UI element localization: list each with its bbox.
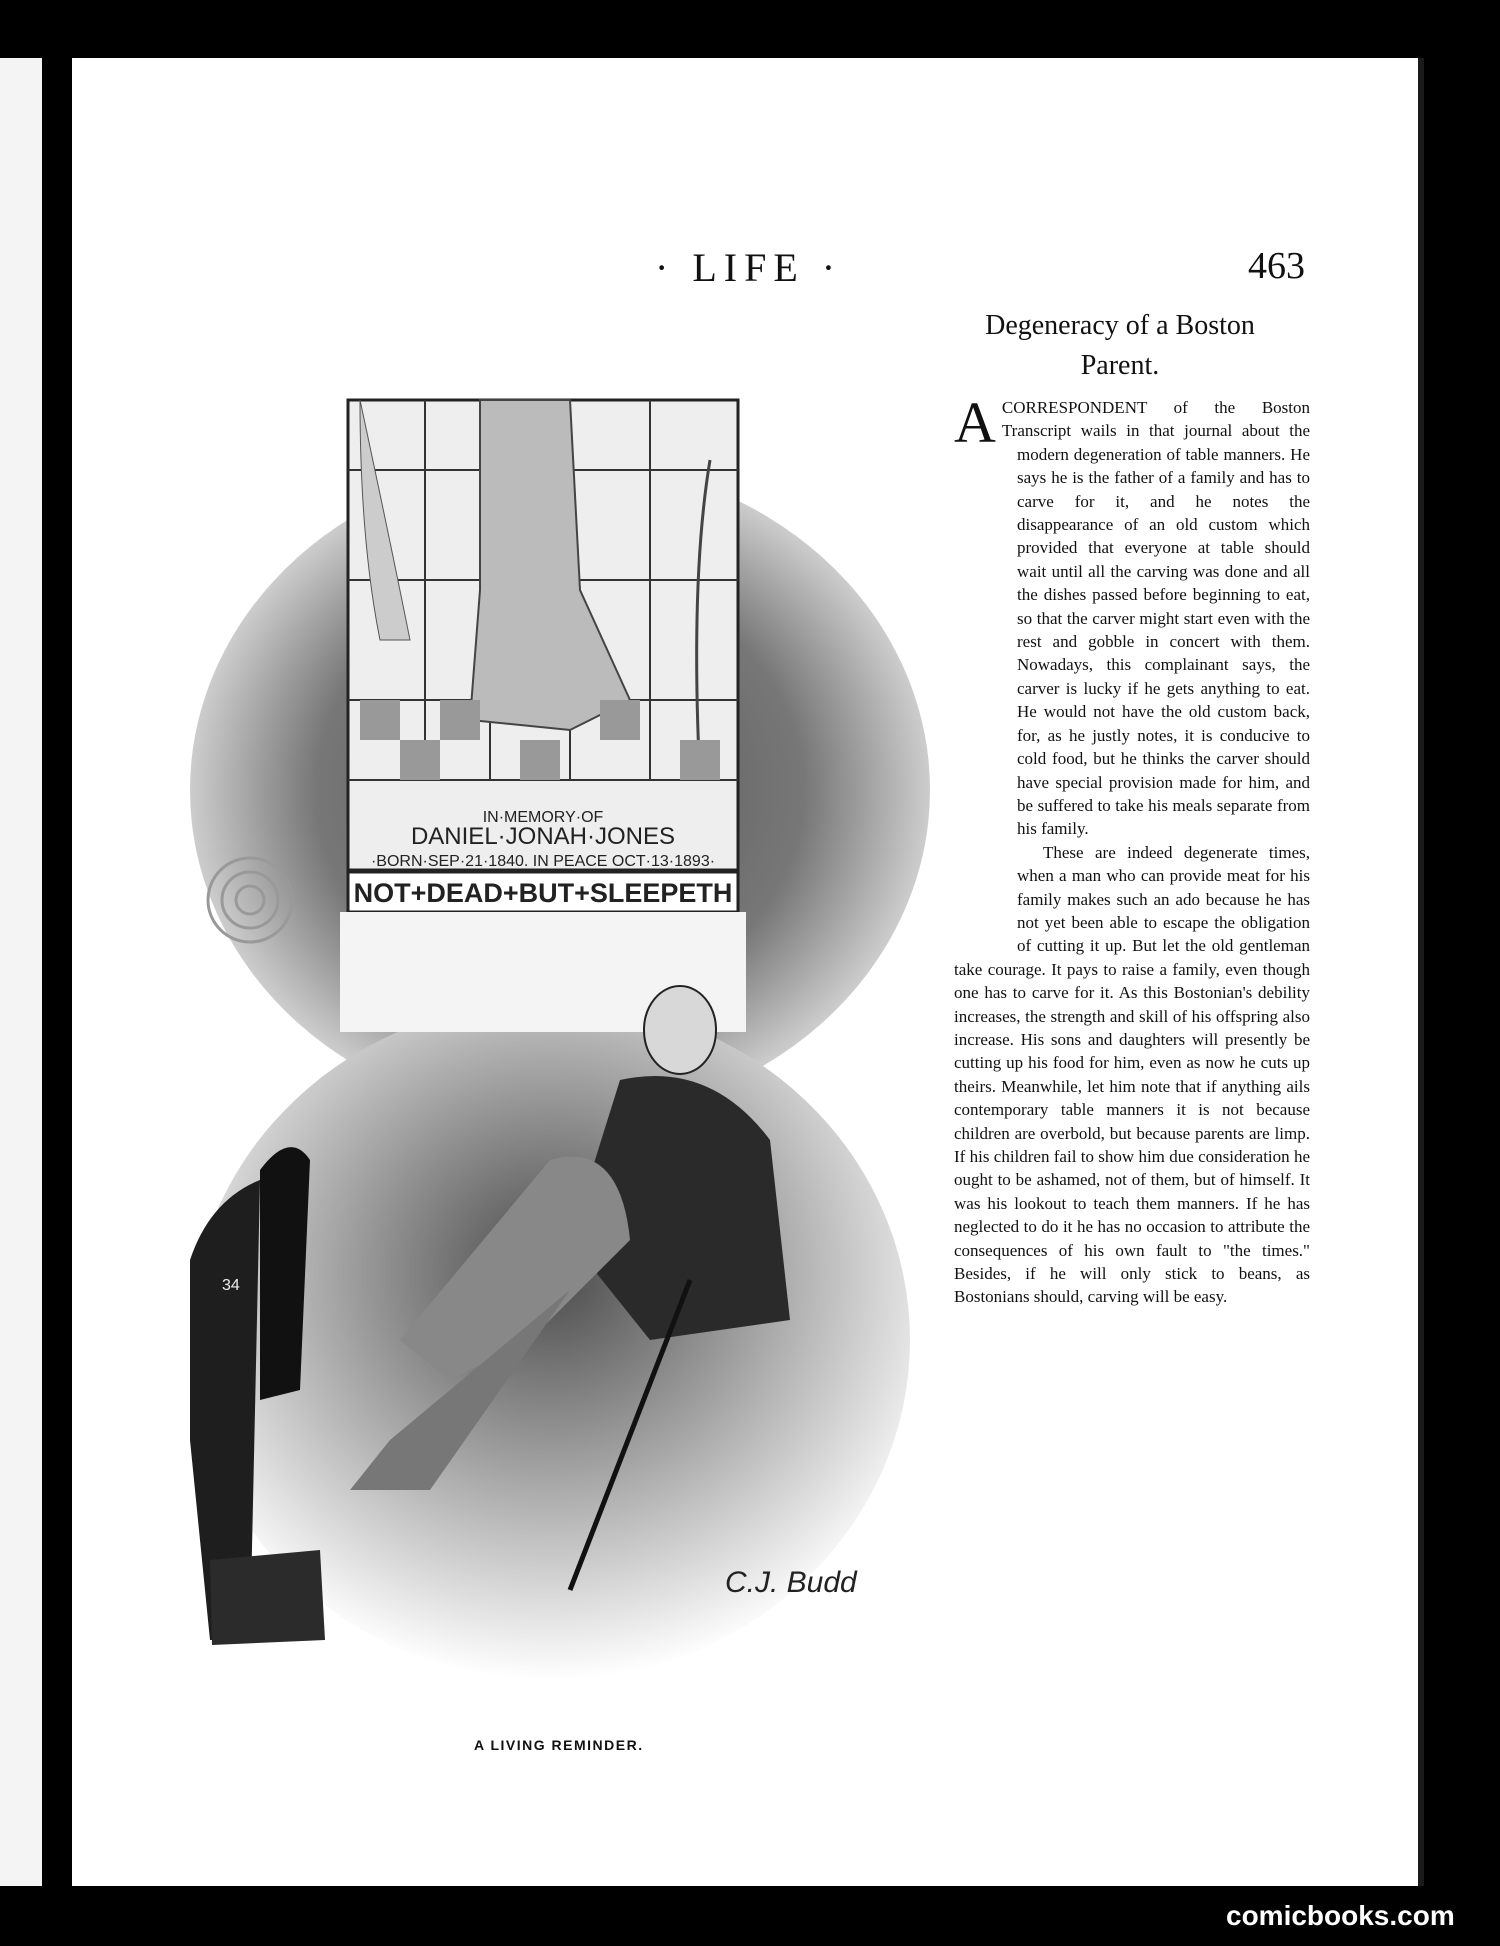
article-body — [954, 390, 1310, 1309]
memorial-line-1: IN·MEMORY·OF — [482, 809, 604, 826]
memorial-line-2: DANIEL·JONAH·JONES — [410, 823, 676, 850]
memorial-line-4: NOT+DEAD+BUT+SLEEPETH — [353, 878, 733, 908]
article-title: Degeneracy of a Boston Parent. — [985, 310, 1255, 381]
illustration-living-reminder — [150, 340, 960, 1690]
text-wrap-spacer — [954, 446, 1017, 946]
article-paragraph-2: These are indeed degenerate times, when a man who can provide meat for his family makes such an ado because he has not yet been able to escape the obligation of cutting it up. But let the old gentleman take courage. It pays to raise a family, even though one has to carve for it. As this Bostonian's debility increases, the strength and skill of his offspring also increase. His sons and daughters will presently be cutting up his food for him, even as now he cuts up theirs. Meanwhile, let him note that if anything ails contemporary table manners it is not because children are overbold, but because parents are limp. If his children fail to show him due consideration he ought to be ashamed, not of them, but of himself. It was his lookout to teach them manners. If he has neglected to do it he has no occasion to attribute the consequences of his own fault to "the times." Besides, if he will only stick to beans, as Bostonians should, carving will be easy. — [954, 842, 1310, 1307]
illustration-caption: A LIVING REMINDER. — [474, 1737, 644, 1753]
hat-on-floor — [210, 1550, 325, 1645]
adjacent-page-edge — [0, 58, 42, 1886]
site-watermark: comicbooks.com — [1226, 1900, 1455, 1931]
pew-number: 34 — [222, 1277, 240, 1294]
memorial-line-3: ·BORN·SEP·21·1840. IN PEACE OCT·13·1893· — [370, 853, 716, 870]
page-binding-edge — [1418, 58, 1424, 1886]
artist-signature: C.J. Budd — [725, 1566, 857, 1599]
page-number: 463 — [1248, 245, 1305, 287]
magazine-title: · LIFE · — [655, 245, 843, 290]
article-paragraph-1 — [954, 390, 1310, 841]
paragraph-1-text: CORRESPONDENT of the Boston Transcript wails in that journal about the modern degeneration of table manners. He says he is the father of a family and has to carve for it, and he notes the disappearance of an old custom which provided that everyone at table should wait until all the carving was done and all the dishes passed before beginning to eat, so that the carver might start even with the rest and gobble in concert with them. Nowadays, this complainant says, the carver is lucky if he gets anything to eat. He would not have the old custom back, for, as he justly notes, it is conducive to cold food, but he thinks the carver should have special provision made for him, and be suffered to take his meals separate from his family. — [1001, 398, 1310, 839]
drop-cap: A — [954, 390, 996, 455]
